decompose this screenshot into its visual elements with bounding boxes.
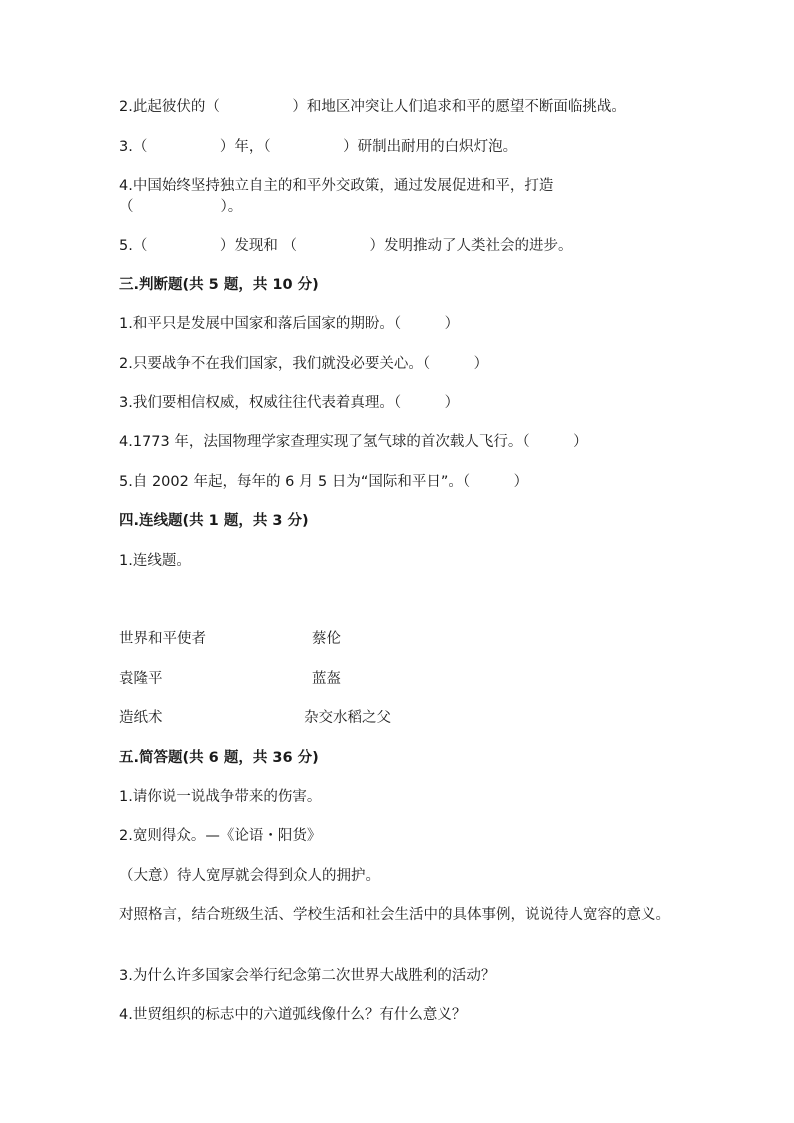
matching-left-item-1: 世界和平使者 [119,631,206,647]
fill-blank-q5: 5.（ ）发现和 （ ）发明推动了人类社会的进步。 [119,238,573,254]
short-answer-q3: 3.为什么许多国家会举行纪念第二次世界大战胜利的活动？ [119,968,496,984]
judge-item-1: 1.和平只是发展中国家和落后国家的期盼。（ ） [119,316,460,332]
fill-blank-q4-line2: （ ）。 [119,199,243,215]
matching-left-item-3: 造纸术 [119,710,163,726]
short-answer-q2-prompt: 对照格言，结合班级生活、学校生活和社会生活中的具体事例，说说待人宽容的意义。 [119,907,670,923]
judge-item-4: 4.1773 年，法国物理学家查理实现了氢气球的首次载人飞行。（ ） [119,434,588,450]
section-heading-short-answer: 五.简答题(共 6 题，共 36 分) [119,750,319,766]
fill-blank-q4-line1: 4.中国始终坚持独立自主的和平外交政策，通过发展促进和平，打造 [119,178,554,194]
fill-blank-q3: 3.（ ）年，（ ）研制出耐用的白炽灯泡。 [119,139,518,155]
judge-item-5: 5.自 2002 年起，每年的 6 月 5 日为“国际和平日”。（ ） [119,474,529,490]
judge-item-3: 3.我们要相信权威，权威往往代表着真理。（ ） [119,395,460,411]
matching-right-item-3: 杂交水稻之父 [304,710,391,726]
section-heading-matching: 四.连线题(共 1 题，共 3 分) [119,513,309,529]
judge-item-2: 2.只要战争不在我们国家，我们就没必要关心。（ ） [119,356,489,372]
matching-right-item-2: 蓝盔 [312,671,341,687]
short-answer-q4: 4.世贸组织的标志中的六道弧线像什么？有什么意义？ [119,1007,467,1023]
short-answer-q2-quote: 2.宽则得众。—《论语・阳货》 [119,828,322,844]
matching-right-item-1: 蔡伦 [312,631,341,647]
matching-left-item-2: 袁隆平 [119,671,163,687]
short-answer-q2-meaning: （大意）待人宽厚就会得到众人的拥护。 [119,868,380,884]
fill-blank-q2: 2.此起彼伏的（ ）和地区冲突让人们追求和平的愿望不断面临挑战。 [119,99,626,115]
section-heading-judge: 三.判断题(共 5 题，共 10 分) [119,277,319,293]
short-answer-q1: 1.请你说一说战争带来的伤害。 [119,789,322,805]
matching-question: 1.连线题。 [119,553,191,569]
